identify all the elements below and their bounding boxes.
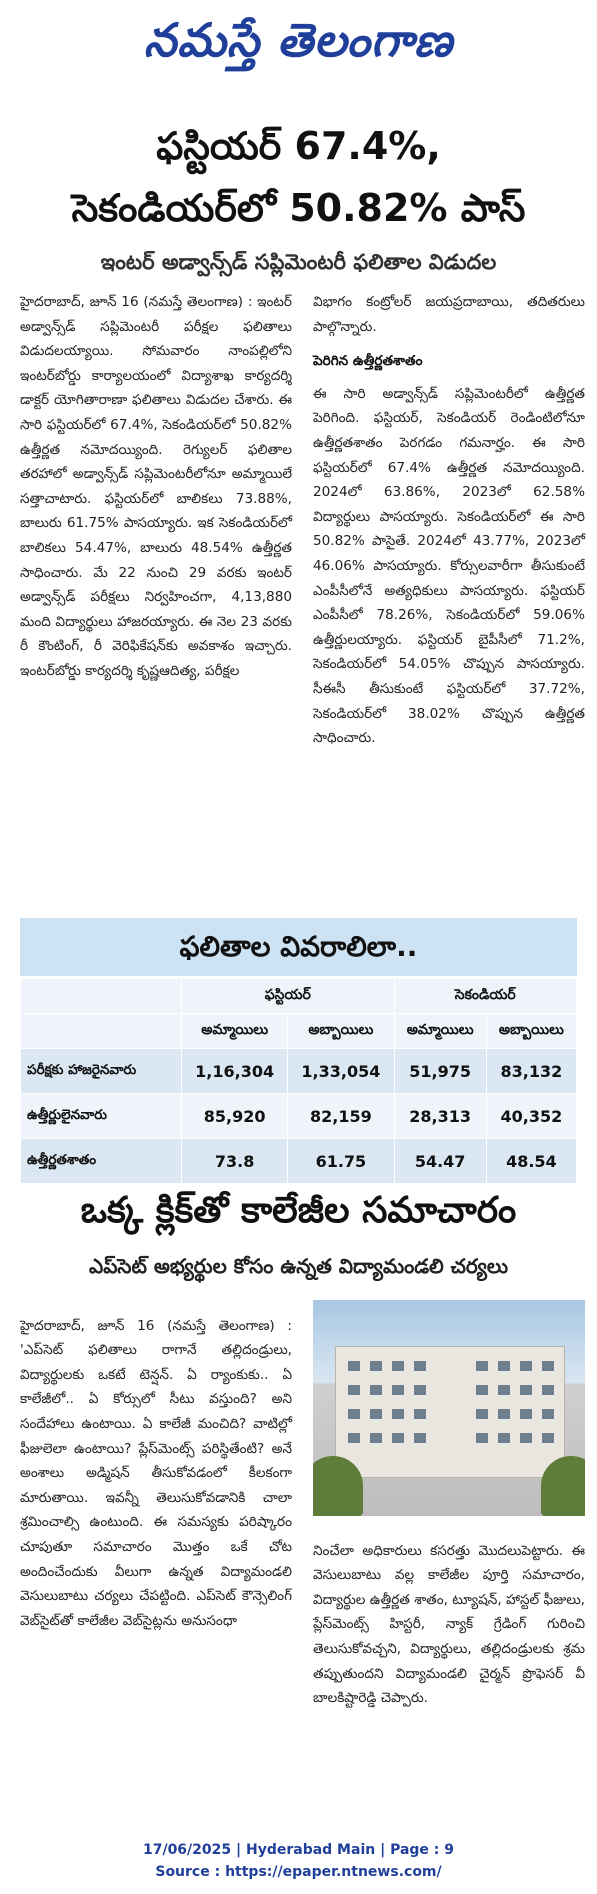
article1-column-2 (313, 290, 585, 751)
table-group-header-first-year: ఫస్టియర్ (182, 979, 395, 1014)
table-cell: 28,313 (394, 1094, 486, 1139)
table-cell: 61.75 (288, 1139, 394, 1184)
table-group-header-row (21, 979, 577, 1014)
masthead-logo: నమస్తే తెలంగాణ (143, 13, 454, 67)
table-cell: 73.8 (182, 1139, 288, 1184)
headline-line-1: ఫస్టియర్ 67.4%, (156, 124, 441, 168)
table-sub-header: అబ్బాయిలు (486, 1014, 576, 1049)
table-cell: 54.47 (394, 1139, 486, 1184)
article1-col1-text: హైదరాబాద్, జూన్ 16 (నమస్తే తెలంగాణ) : ఇంటర్ అడ్వాన్స్‌డ్ సప్లిమెంటరీ పరీక్షల ఫలితాలు విడుదలయ్యాయి. సోమవారం నాంపల్లిలోని ఇంటర్‌బోర్డు కార్యాలయంలో విద్యాశాఖ కార్యదర్శి డాక్టర్ యోగితారాణా ఫలితాలు విడుదల చేశారు. ఈ సారి ఫస్టియర్‌లో 67.4%, సెకండియర్‌లో 50.82% ఉత్తీర్ణత నమోదయ్యింది. రెగ్యులర్ ఫలితాల తరహాలో అడ్వాన్స్‌డ్ సప్లిమెంటరీలోనూ అమ్మాయిలే సత్తాచాటారు. ఫస్టియర్‌లో బాలికలు 73.88%, బాలురు 61.75% పాసయ్యారు. ఇక సెకండియర్‌లో బాలికలు 54.47%, బాలురు 48.54% ఉత్తీర్ణత సాధించారు. మే 22 నుంచి 29 వరకు ఇంటర్ అడ్వాన్స్‌డ్ పరీక్షలు నిర్వహించగా, 4,13,880 మంది విద్యార్థులు హాజరయ్యారు. ఈ నెల 23 వరకు రీ కౌంటింగ్, రీ వెరిఫికేషన్‌కు అవకాశం ఇచ్చారు. ఇంటర్‌బోర్డు కార్యదర్శి కృష్ణఆదిత్య, పరీక్షల (20, 294, 292, 679)
footer-source-link[interactable]: Source : https://epaper.ntnews.com/ (155, 1864, 442, 1880)
article2-subtitle: ఎప్‌సెట్ అభ్యర్థుల కోసం ఉన్నత విద్యామండలి చర్యలు (88, 1254, 508, 1278)
article2-column-1 (20, 1300, 292, 1647)
building-shape (335, 1346, 565, 1478)
results-table-box (20, 918, 577, 1184)
table-corner-cell (21, 1014, 182, 1049)
table-cell: 48.54 (486, 1139, 576, 1184)
headline-line-2: సెకండియర్‌లో 50.82% పాస్ (71, 186, 526, 230)
table-sub-header: అబ్బాయిలు (288, 1014, 394, 1049)
table-group-header-second-year: సెకండియర్ (394, 979, 577, 1014)
table-sub-header: అమ్మాయిలు (182, 1014, 288, 1049)
table-sub-header-row (21, 1014, 577, 1049)
college-building-photo (313, 1300, 585, 1516)
results-table (20, 978, 577, 1184)
article2-headline: ఒక్క క్లిక్‌తో కాలేజీల సమాచారం (80, 1190, 517, 1231)
table-cell: 82,159 (288, 1094, 394, 1139)
table-row (21, 1049, 577, 1094)
article1-col2-top-text: విభాగం కంట్రోలర్ జయప్రదాబాయి, తదితరులు పాల్గొన్నారు. (313, 294, 585, 335)
article2-col1-text: హైదరాబాద్, జూన్ 16 (నమస్తే తెలంగాణ) : 'ఎప్‌సెట్ ఫలితాలు రాగానే తల్లిదండ్రులు, విద్యార్థులకు ఒకటే టెన్షన్. ఏ ర్యాంకుకు.. ఏ కాలేజీలో.. ఏ కోర్సులో సీటు వస్తుంది? అని సందేహాలు ఉంటాయి. ఏ కాలేజీ మంచిది? వాటిల్లో ఫీజులెలా ఉంటాయి? ప్లేస్‌మెంట్స్ పరిస్థితేంటి? అనే అంశాలు అడ్మిషన్ తీసుకోవడంలో కీలకంగా మారుతాయి. ఇవన్నీ తెలుసుకోవడానికి చాలా శ్రమించాల్సి ఉంటుంది. ఈ సమస్యకు పరిష్కారం చూపుతూ సమాచారం మొత్తం ఒకే చోట అందించేందుకు వీలుగా ఉన్నత విద్యామండలి వెసులుబాటు చర్యలు చేపట్టింది. ఎప్‌సెట్ కౌన్సెలింగ్ వెబ్‌సైట్‌తో కాలేజీల వెబ్‌సైట్లను అనుసంధా (20, 1317, 292, 1629)
headline-subtitle: ఇంటర్ అడ్వాన్స్‌డ్ సప్లిమెంటరీ ఫలితాల విడుదల (100, 250, 497, 274)
table-row-label: ఉత్తీర్ణులైనవారు (21, 1094, 182, 1139)
table-corner-cell (21, 979, 182, 1014)
article1-column-1 (20, 290, 292, 684)
article2-column-2 (313, 1525, 585, 1724)
results-table-title: ఫలితాల వివరాలిలా.. (20, 918, 577, 978)
table-cell: 1,16,304 (182, 1049, 288, 1094)
table-cell: 85,920 (182, 1094, 288, 1139)
article2-col2-text: నించేలా అధికారులు కసరత్తు మొదలుపెట్టారు. ఈ వెసులుబాటు వల్ల కాలేజీల పూర్తి సమాచారం, విద్యార్థుల ఉత్తీర్ణత శాతం, ట్యూషన్, హాస్టల్ ఫీజులు, ప్లేస్‌మెంట్స్ హిస్టరీ, న్యాక్ గ్రేడింగ్ గురించి తెలుసుకోవచ్చని, విద్యార్థులు, తల్లిదండ్రులకు శ్రమ తప్పుతుందని విద్యామండలి చైర్మన్ ప్రొఫెసర్ వీ బాలకిష్టారెడ్డి చెప్పారు. (313, 1542, 585, 1707)
table-row-label: ఉత్తీర్ణతశాతం (21, 1139, 182, 1184)
footer-date-page: 17/06/2025 | Hyderabad Main | Page : 9 (142, 1842, 455, 1858)
article1-col2-body-text: ఈ సారి అడ్వాన్స్‌డ్ సప్లిమెంటరీలో ఉత్తీర్ణత పెరిగింది. ఫస్టియర్, సెకండియర్ రెండింటిలోనూ ఉత్తీర్ణతశాతం పెరగడం గమనార్హం. ఈ సారి ఫస్టియర్‌లో 67.4% ఉత్తీర్ణత నమోదయ్యింది. 2024లో 63.86%, 2023లో 62.58% విద్యార్థులు పాసయ్యారు. సెకండియర్‌లో ఈ సారి 50.82% పాసైతే. 2024లో 43.77%, 2023లో 46.06% పాసయ్యారు. కోర్సులవారీగా తీసుకుంటే ఎంపీసీలోనే అత్యధికులు పాసయ్యారు. ఫస్టియర్ ఎంపీసీలో 78.26%, సెకండియర్‌లో 59.06% ఉత్తీర్ణులయ్యారు. ఫస్టియర్ బైపీసీలో 71.2%, సెకండియర్‌లో 54.05% చొప్పున పాసయ్యారు. సీఈసీ తీసుకుంటే ఫస్టియర్‌లో 37.72%, సెకండియర్‌లో 38.02% చొప్పున ఉత్తీర్ణత సాధించారు. (313, 385, 585, 747)
table-cell: 40,352 (486, 1094, 576, 1139)
table-sub-header: అమ్మాయిలు (394, 1014, 486, 1049)
table-cell: 51,975 (394, 1049, 486, 1094)
article1-subheading: పెరిగిన ఉత్తీర్ణతశాతం (313, 353, 423, 370)
table-cell: 1,33,054 (288, 1049, 394, 1094)
table-row (21, 1094, 577, 1139)
table-row (21, 1139, 577, 1184)
table-row-label: పరీక్షకు హాజరైనవారు (21, 1049, 182, 1094)
table-cell: 83,132 (486, 1049, 576, 1094)
